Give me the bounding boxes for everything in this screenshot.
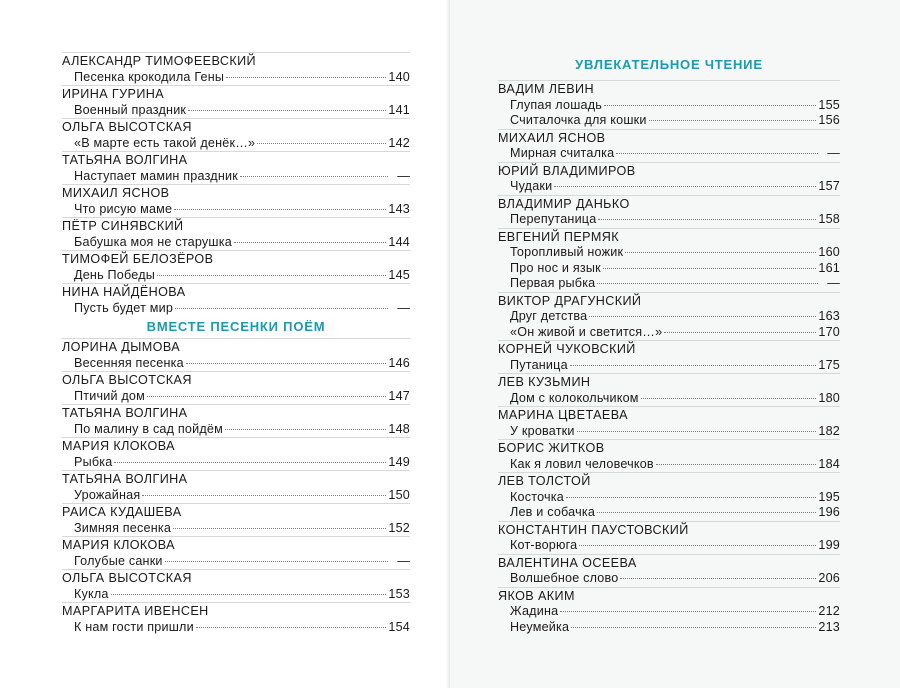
toc-entry[interactable]: [498, 309, 840, 325]
dot-leader: [603, 268, 817, 269]
toc-entry-page: 145: [388, 267, 410, 282]
toc-entry-title: Косточка: [510, 489, 564, 504]
toc-entry[interactable]: [62, 422, 410, 438]
toc-entry-title: Первая рыбка: [510, 276, 596, 290]
toc-entry-page: 144: [388, 234, 410, 249]
toc-entry-page: 212: [818, 604, 840, 618]
toc-entry[interactable]: [498, 245, 840, 261]
toc-entry-page: 196: [818, 505, 840, 519]
toc-entry[interactable]: [62, 620, 410, 636]
toc-entry[interactable]: [498, 391, 840, 407]
toc-entry-page: 142: [388, 135, 410, 150]
toc-entry-title: Кот-ворюга: [510, 538, 578, 552]
toc-entry-page: 152: [388, 520, 410, 535]
dot-leader: [566, 497, 816, 498]
toc-entry-title: Лев и собачка: [510, 505, 596, 519]
toc-entry-title: По малину в сад пойдём: [74, 421, 223, 436]
toc-entry-page: 154: [388, 619, 410, 634]
toc-entry-page: 180: [818, 390, 840, 405]
toc-entry[interactable]: [62, 389, 410, 405]
toc-entry-page: —: [397, 168, 410, 183]
dot-leader: [226, 77, 386, 78]
toc-entry-page: 157: [818, 179, 840, 193]
toc-entry-title: Весенняя песенка: [74, 355, 184, 370]
toc-entry[interactable]: [498, 538, 840, 554]
toc-entry-title: Жадина: [510, 604, 559, 618]
dot-leader: [165, 561, 388, 562]
toc-entry[interactable]: [62, 301, 410, 317]
toc-entry-page: 149: [388, 454, 410, 469]
toc-entry-title: Наступает мамин праздник: [74, 168, 238, 183]
dot-leader: [173, 528, 386, 529]
toc-entry-page: 150: [388, 487, 410, 502]
dot-leader: [570, 365, 817, 366]
toc-entry-page: —: [827, 276, 840, 290]
dot-leader: [641, 398, 817, 399]
dot-leader: [616, 153, 818, 154]
toc-author: ВАЛЕНТИНА ОСЕЕВА: [498, 554, 840, 572]
toc-entry-page: 163: [818, 309, 840, 323]
dot-leader: [664, 332, 816, 333]
toc-entry-page: 195: [818, 489, 840, 504]
toc-author: ЕВГЕНИЙ ПЕРМЯК: [498, 228, 840, 246]
toc-entry-title: Чудаки: [510, 179, 553, 193]
toc-entry[interactable]: [62, 103, 410, 119]
toc-entry[interactable]: [62, 554, 410, 570]
dot-leader: [257, 143, 386, 144]
toc-entry-title: Считалочка для кошки: [510, 113, 647, 127]
toc-author: МАРИНА ЦВЕТАЕВА: [498, 406, 840, 424]
toc-author: НИНА НАЙДЁНОВА: [62, 283, 410, 301]
toc-entry-page: 155: [818, 97, 840, 112]
toc-entry-page: —: [397, 553, 410, 568]
toc-author: ВЛАДИМИР ДАНЬКО: [498, 195, 840, 213]
toc-entry[interactable]: [62, 202, 410, 218]
toc-entry[interactable]: [62, 136, 410, 152]
toc-entry[interactable]: [62, 488, 410, 504]
toc-list-left-top: [62, 52, 410, 316]
dot-leader: [196, 627, 387, 628]
toc-author: АЛЕКСАНДР ТИМОФЕЕВСКИЙ: [62, 52, 410, 70]
toc-author: МАРИЯ КЛОКОВА: [62, 437, 410, 455]
toc-author: ЮРИЙ ВЛАДИМИРОВ: [498, 162, 840, 180]
dot-leader: [597, 512, 816, 513]
toc-entry-title: Военный праздник: [74, 102, 187, 117]
toc-entry-page: 147: [388, 388, 410, 403]
dot-leader: [240, 176, 388, 177]
toc-author: БОРИС ЖИТКОВ: [498, 439, 840, 457]
dot-leader: [598, 219, 816, 220]
toc-entry[interactable]: [498, 505, 840, 521]
toc-entry-title: Волшебное слово: [510, 571, 619, 585]
dot-leader: [234, 242, 386, 243]
right-page: [450, 0, 900, 688]
toc-entry-page: —: [827, 146, 840, 160]
toc-entry-title: Песенка крокодила Гены: [74, 69, 225, 84]
toc-entry-page: 140: [388, 69, 410, 84]
toc-entry-page: 146: [388, 355, 410, 370]
dot-leader: [579, 545, 816, 546]
toc-entry[interactable]: [498, 261, 840, 277]
toc-list-right: [498, 80, 840, 635]
toc-entry-title: Дом с колокольчиком: [510, 390, 639, 405]
toc-entry-title: День Победы: [74, 267, 156, 282]
dot-leader: [589, 316, 816, 317]
toc-entry[interactable]: [498, 620, 840, 636]
toc-entry-title: Путаница: [510, 357, 568, 372]
toc-entry-title: Перепутаница: [510, 212, 597, 226]
dot-leader: [114, 462, 386, 463]
toc-entry-title: Рыбка: [74, 454, 113, 469]
toc-entry[interactable]: [62, 70, 410, 86]
toc-entry-page: 206: [818, 571, 840, 585]
toc-entry-title: Что рисую маме: [74, 201, 173, 216]
toc-entry-page: 158: [818, 212, 840, 226]
toc-list-left-bottom: [62, 338, 410, 635]
toc-entry-page: 156: [818, 113, 840, 127]
toc-author: ТИМОФЕЙ БЕЛОЗЁРОВ: [62, 250, 410, 268]
dot-leader: [142, 495, 386, 496]
toc-author: ТАТЬЯНА ВОЛГИНА: [62, 404, 410, 422]
toc-entry-title: Бабушка моя не старушка: [74, 234, 232, 249]
toc-author: ТАТЬЯНА ВОЛГИНА: [62, 470, 410, 488]
toc-author: МИХАИЛ ЯСНОВ: [62, 184, 410, 202]
toc-entry[interactable]: [62, 169, 410, 185]
toc-author: МАРИЯ КЛОКОВА: [62, 536, 410, 554]
section-title-vmeste: ВМЕСТЕ ПЕСЕНКИ ПОЁМ: [146, 319, 326, 334]
dot-leader: [625, 252, 816, 253]
dot-leader: [554, 186, 816, 187]
dot-leader: [147, 396, 386, 397]
toc-author: ВАДИМ ЛЕВИН: [498, 80, 840, 98]
toc-author: МИХАИЛ ЯСНОВ: [498, 129, 840, 147]
dot-leader: [186, 363, 387, 364]
toc-entry-title: Мирная считалка: [510, 146, 615, 160]
toc-author: КОРНЕЙ ЧУКОВСКИЙ: [498, 340, 840, 358]
toc-entry-title: У кроватки: [510, 423, 575, 438]
dot-leader: [577, 431, 817, 432]
toc-entry[interactable]: [62, 268, 410, 284]
toc-author: КОНСТАНТИН ПАУСТОВСКИЙ: [498, 521, 840, 539]
toc-entry-page: 153: [388, 586, 410, 601]
toc-entry-title: «В марте есть такой денёк…»: [74, 135, 256, 150]
toc-author: ИРИНА ГУРИНА: [62, 85, 410, 103]
toc-entry[interactable]: [62, 521, 410, 537]
dot-leader: [604, 105, 816, 106]
toc-author: ОЛЬГА ВЫСОТСКАЯ: [62, 371, 410, 389]
toc-author: ОЛЬГА ВЫСОТСКАЯ: [62, 569, 410, 587]
section-title-uvlekatelnoe: УВЛЕКАТЕЛЬНОЕ ЧТЕНИЕ: [575, 57, 763, 72]
toc-entry-page: 160: [818, 245, 840, 259]
toc-entry[interactable]: [498, 276, 840, 292]
toc-entry-page: 161: [818, 260, 840, 275]
toc-entry-page: 199: [818, 538, 840, 552]
dot-leader: [560, 611, 816, 612]
toc-entry[interactable]: [498, 604, 840, 620]
toc-entry-page: 141: [388, 102, 410, 117]
toc-entry-title: Как я ловил человечков: [510, 456, 654, 471]
toc-entry-page: 148: [388, 421, 410, 436]
toc-author: МАРГАРИТА ИВЕНСЕН: [62, 602, 410, 620]
dot-leader: [656, 464, 817, 465]
toc-entry-page: —: [397, 300, 410, 315]
dot-leader: [174, 209, 386, 210]
toc-entry-title: Друг детства: [510, 309, 588, 323]
toc-entry[interactable]: [62, 455, 410, 471]
dot-leader: [597, 283, 818, 284]
toc-entry[interactable]: [498, 358, 840, 374]
toc-author: ЯКОВ АКИМ: [498, 587, 840, 605]
dot-leader: [571, 627, 816, 628]
toc-entry[interactable]: [498, 212, 840, 228]
toc-entry[interactable]: [498, 424, 840, 440]
dot-leader: [225, 429, 386, 430]
toc-entry-page: 182: [818, 423, 840, 438]
toc-entry-page: 143: [388, 201, 410, 216]
toc-entry-title: Глупая лошадь: [510, 97, 603, 112]
toc-entry-title: Про нос и язык: [510, 260, 601, 275]
toc-author: ТАТЬЯНА ВОЛГИНА: [62, 151, 410, 169]
toc-entry[interactable]: [498, 98, 840, 114]
toc-entry-title: Кукла: [74, 586, 109, 601]
toc-author: ПЁТР СИНЯВСКИЙ: [62, 217, 410, 235]
toc-author: ОЛЬГА ВЫСОТСКАЯ: [62, 118, 410, 136]
toc-author: ЛОРИНА ДЫМОВА: [62, 338, 410, 356]
toc-author: ЛЕВ ТОЛСТОЙ: [498, 472, 840, 490]
toc-entry[interactable]: [498, 179, 840, 195]
toc-entry[interactable]: [62, 235, 410, 251]
toc-entry-title: Пусть будет мир: [74, 300, 174, 315]
toc-entry-title: Голубые санки: [74, 553, 163, 568]
toc-entry[interactable]: [498, 113, 840, 129]
toc-author: РАИСА КУДАШЕВА: [62, 503, 410, 521]
toc-entry[interactable]: [498, 457, 840, 473]
toc-entry-title: Зимняя песенка: [74, 520, 172, 535]
dot-leader: [157, 275, 386, 276]
toc-entry-title: Неумейка: [510, 619, 570, 634]
toc-entry[interactable]: [62, 587, 410, 603]
toc-author: ВИКТОР ДРАГУНСКИЙ: [498, 292, 840, 310]
dot-leader: [175, 308, 388, 309]
dot-leader: [649, 120, 817, 121]
toc-entry-title: «Он живой и светится…»: [510, 324, 663, 339]
toc-entry-page: 175: [818, 357, 840, 372]
toc-entry[interactable]: [498, 571, 840, 587]
toc-entry[interactable]: [498, 490, 840, 506]
toc-entry-page: 170: [818, 324, 840, 339]
toc-entry-page: 213: [818, 619, 840, 634]
toc-entry[interactable]: [498, 325, 840, 341]
toc-entry-title: Урожайная: [74, 487, 141, 502]
dot-leader: [188, 110, 386, 111]
toc-entry[interactable]: [498, 146, 840, 162]
dot-leader: [620, 578, 816, 579]
toc-entry-title: К нам гости пришли: [74, 619, 194, 634]
dot-leader: [111, 594, 387, 595]
toc-entry-page: 184: [818, 456, 840, 471]
toc-entry-title: Торопливый ножик: [510, 245, 624, 259]
toc-author: ЛЕВ КУЗЬМИН: [498, 373, 840, 391]
toc-entry[interactable]: [62, 356, 410, 372]
toc-entry-title: Птичий дом: [74, 388, 145, 403]
